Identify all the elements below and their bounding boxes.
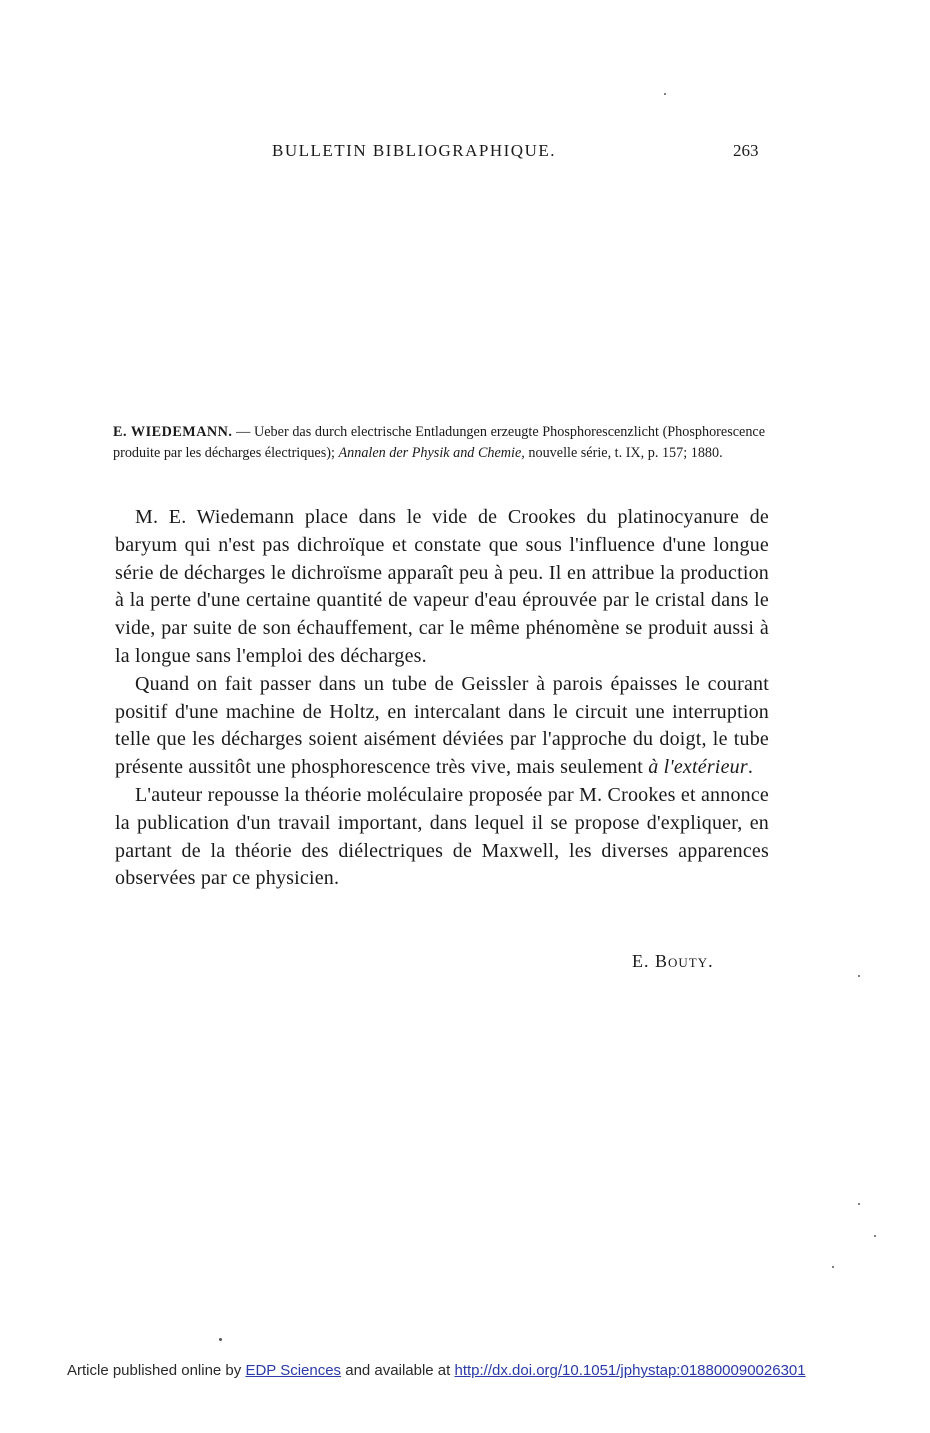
page-number: 263 (733, 141, 759, 160)
reference-title-german: Ueber das durch electrische Entladungen erzeugte Phosphorescenzlicht (254, 424, 659, 440)
reference-dash: — (232, 424, 255, 440)
paragraph-1: M. E. Wiedemann place dans le vide de Crookes du platinocyanure de baryum qui n'est pas dichroïque et constate que sous l'influence d'une longue série de décharges le dichroïsme apparaît peu à peu. Il en attribue la production à la perte d'une certaine quantité de vapeur d'eau éprouvée par le cristal dans le vide, par suite de son échauffement, car le même phénomène se produit aussi à la longue sans l'emploi des décharges. (115, 506, 769, 667)
scan-speck (858, 1203, 860, 1205)
signature-initial: E. (632, 951, 655, 971)
reference-details: nouvelle série, t. IX, p. 157; 1880. (524, 445, 723, 461)
paragraph-2-emphasis: à l'extérieur (648, 756, 748, 779)
scan-speck (664, 93, 666, 95)
footer-middle: and available at (341, 1362, 455, 1379)
scan-speck (874, 1235, 876, 1237)
publisher-link[interactable]: EDP Sciences (245, 1362, 342, 1379)
reference-journal: Annalen der Physik and Chemie, (338, 445, 525, 461)
reference-title-french: (Phosphorescence produite par les décharges électriques); (113, 424, 766, 461)
doi-link[interactable]: http://dx.doi.org/10.1051/jphystap:018800090026301 (454, 1362, 806, 1379)
bibliographic-reference (113, 422, 765, 464)
paragraph-2-end: . (747, 756, 754, 779)
signature-name: Bouty. (655, 951, 714, 971)
scan-speck (832, 1266, 834, 1268)
publication-footer (67, 1362, 806, 1379)
scan-speck (858, 975, 860, 977)
header-title: BULLETIN BIBLIOGRAPHIQUE. (272, 141, 556, 160)
reference-author: E. WIEDEMANN. (113, 424, 233, 440)
footer-prefix: Article published online by (67, 1362, 246, 1379)
reviewer-signature (632, 951, 714, 972)
paragraph-3: L'auteur repousse la théorie moléculaire proposée par M. Crookes et annonce la publication d'un travail important, dans lequel il se propose d'expliquer, en partant de la théorie des diélectriques de Maxwell, les diverses apparences observées par ce physicien. (115, 783, 769, 890)
paragraph-2-text: Quand on fait passer dans un tube de Geissler à parois épaisses le courant positif d'une machine de Holtz, en intercalant dans le circuit une interruption telle que les décharges soient aisément déviées par l'approche du doigt, le tube présente aussitôt une phosphorescence très vive, mais seulement (115, 672, 769, 779)
scan-speck (219, 1338, 222, 1341)
review-body (115, 504, 769, 893)
paragraph-2 (115, 671, 769, 782)
